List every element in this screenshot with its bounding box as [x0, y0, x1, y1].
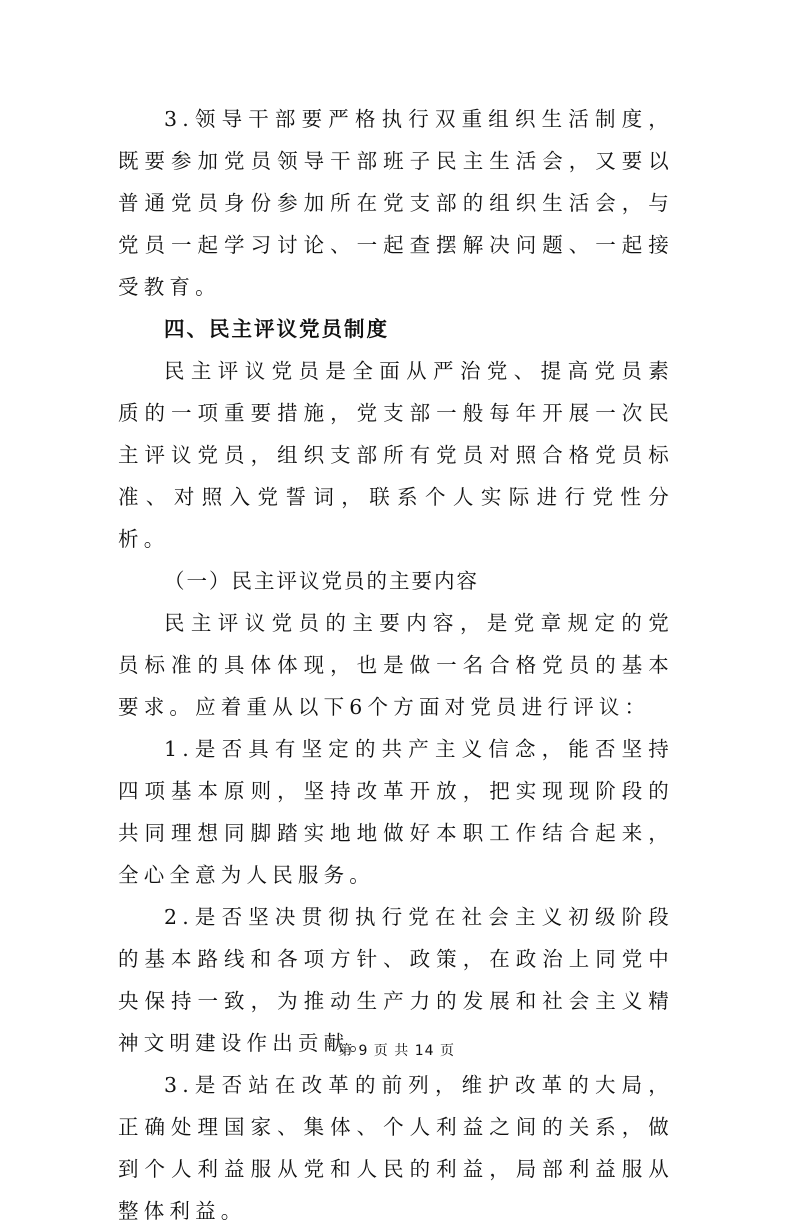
section-heading-democratic-evaluation: 四、民主评议党员制度 [164, 317, 389, 341]
subsection-heading-main-content: （一）民主评议党员的主要内容 [164, 569, 479, 593]
paragraph-evaluation-intro: 民主评议党员是全面从严治党、提高党员素质的一项重要措施，党支部一般每年开展一次民主评议党员，组织支部所有党员对照合格党员标准、对照入党誓词，联系个人实际进行党性分析。 [118, 359, 674, 551]
paragraph-main-content-intro: 民主评议党员的主要内容，是党章规定的党员标准的具体体现，也是做一名合格党员的基本要求。应着重从以下6个方面对党员进行评议： [118, 611, 674, 719]
paragraph-item-3: 3.是否站在改革的前列，维护改革的大局，正确处理国家、集体、个人利益之间的关系，做到个人利益服从党和人民的利益，局部利益服从整体利益。 [118, 1073, 674, 1223]
page-footer: 第 9 页 共 14 页 [338, 1043, 455, 1059]
paragraph-item-2: 2.是否坚决贯彻执行党在社会主义初级阶段的基本路线和各项方针、政策，在政治上同党中央保持一致，为推动生产力的发展和社会主义精神文明建设作出贡献。 [118, 905, 674, 1055]
paragraph-item-1: 1.是否具有坚定的共产主义信念，能否坚持四项基本原则，坚持改革开放，把实现现阶段的共同理想同脚踏实地地做好本职工作结合起来，全心全意为人民服务。 [118, 737, 674, 887]
paragraph-leader-double-org-life: 3.领导干部要严格执行双重组织生活制度，既要参加党员领导干部班子民主生活会，又要以普通党员身份参加所在党支部的组织生活会，与党员一起学习讨论、一起查摆解决问题、一起接受教育。 [118, 107, 674, 299]
document-page [118, 98, 674, 1232]
